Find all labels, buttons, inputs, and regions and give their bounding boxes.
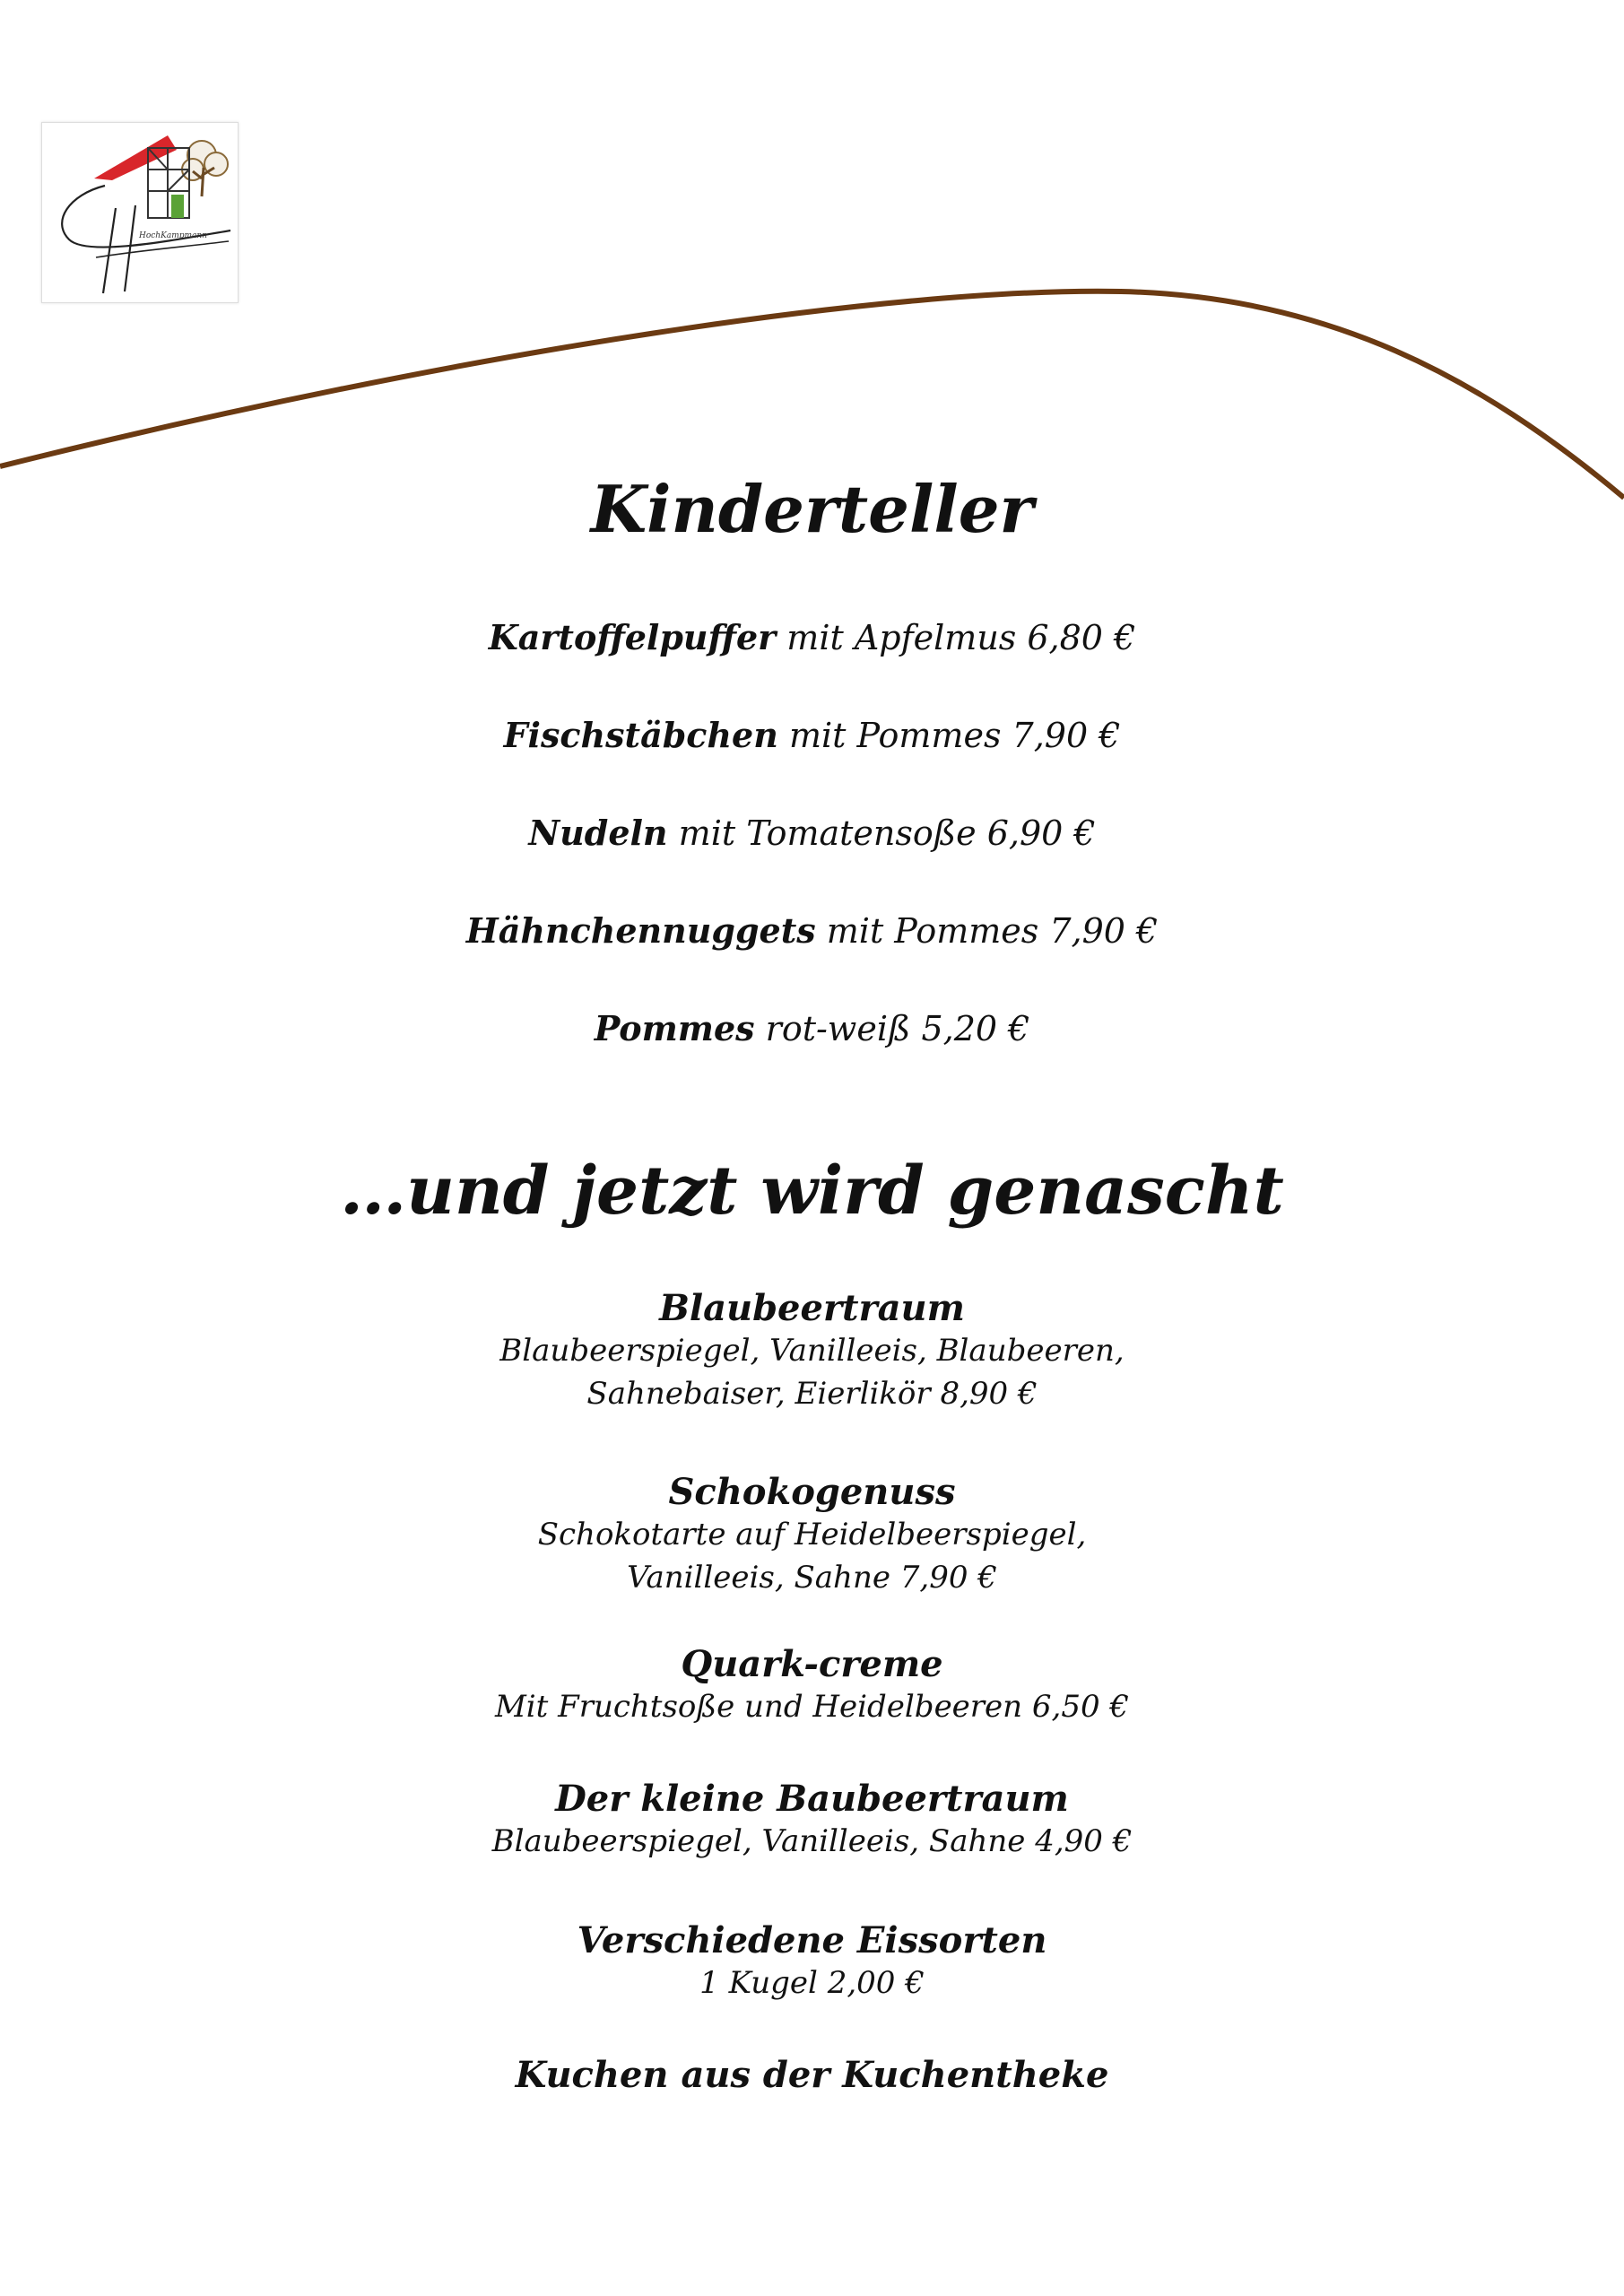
dessert-description: Blaubeerspiegel, Vanilleeis, Sahne 4,90 €: [491, 1823, 1133, 1859]
kids-item: [0, 715, 1624, 755]
kids-item-detail: mit Pommes 7,90 €: [815, 911, 1159, 951]
kids-item: [0, 617, 1624, 657]
kids-item: [0, 813, 1624, 853]
dessert-description: Schokotarte auf Heidelbeerspiegel,: [537, 1517, 1087, 1552]
desserts-title: …und jetzt wird genascht: [340, 1152, 1284, 1230]
logo-door: [171, 195, 184, 218]
kids-item-name: Nudeln: [528, 813, 668, 853]
dessert-name: Kuchen aus der Kuchentheke: [515, 2054, 1109, 2096]
kids-item-detail: mit Tomatensoße 6,90 €: [667, 813, 1096, 853]
kinderteller-title: Kinderteller: [590, 471, 1034, 547]
logo-caption: HochKampmann: [139, 231, 207, 240]
dessert-item: [0, 1287, 1624, 1415]
kids-item-detail: mit Apfelmus 6,80 €: [776, 618, 1136, 657]
kids-item-detail: mit Pommes 7,90 €: [777, 716, 1121, 755]
kids-item: [0, 910, 1624, 951]
dessert-name: Der kleine Baubeertraum: [555, 1778, 1069, 1820]
logo-roof: [94, 135, 177, 180]
kids-item: [0, 1008, 1624, 1048]
kids-item-name: Fischstäbchen: [503, 715, 778, 755]
dessert-item: [0, 1643, 1624, 1728]
dessert-item: [0, 1471, 1624, 1599]
kids-item-detail: rot-weiß 5,20 €: [754, 1009, 1030, 1048]
dessert-name: Blaubeertraum: [659, 1287, 965, 1329]
kids-item-name: Kartoffelpuffer: [488, 617, 777, 657]
kids-item-name: Hähnchennuggets: [465, 910, 816, 951]
dessert-name: Schokogenuss: [668, 1471, 956, 1513]
dessert-name: Quark-creme: [681, 1643, 943, 1685]
dessert-description: Mit Fruchtsoße und Heidelbeeren 6,50 €: [494, 1689, 1130, 1725]
dessert-description: 1 Kugel 2,00 €: [699, 1965, 925, 2001]
dessert-description: Vanilleeis, Sahne 7,90 €: [627, 1560, 997, 1596]
dessert-item: [0, 1778, 1624, 1863]
dessert-name: Verschiedene Eissorten: [577, 1919, 1047, 1961]
dessert-item: [0, 2054, 1624, 2096]
dessert-description: Sahnebaiser, Eierlikör 8,90 €: [586, 1376, 1038, 1412]
dessert-description: Blaubeerspiegel, Vanilleeis, Blaubeeren,: [499, 1333, 1125, 1369]
kids-item-name: Pommes: [594, 1008, 755, 1048]
dessert-item: [0, 1919, 1624, 2005]
